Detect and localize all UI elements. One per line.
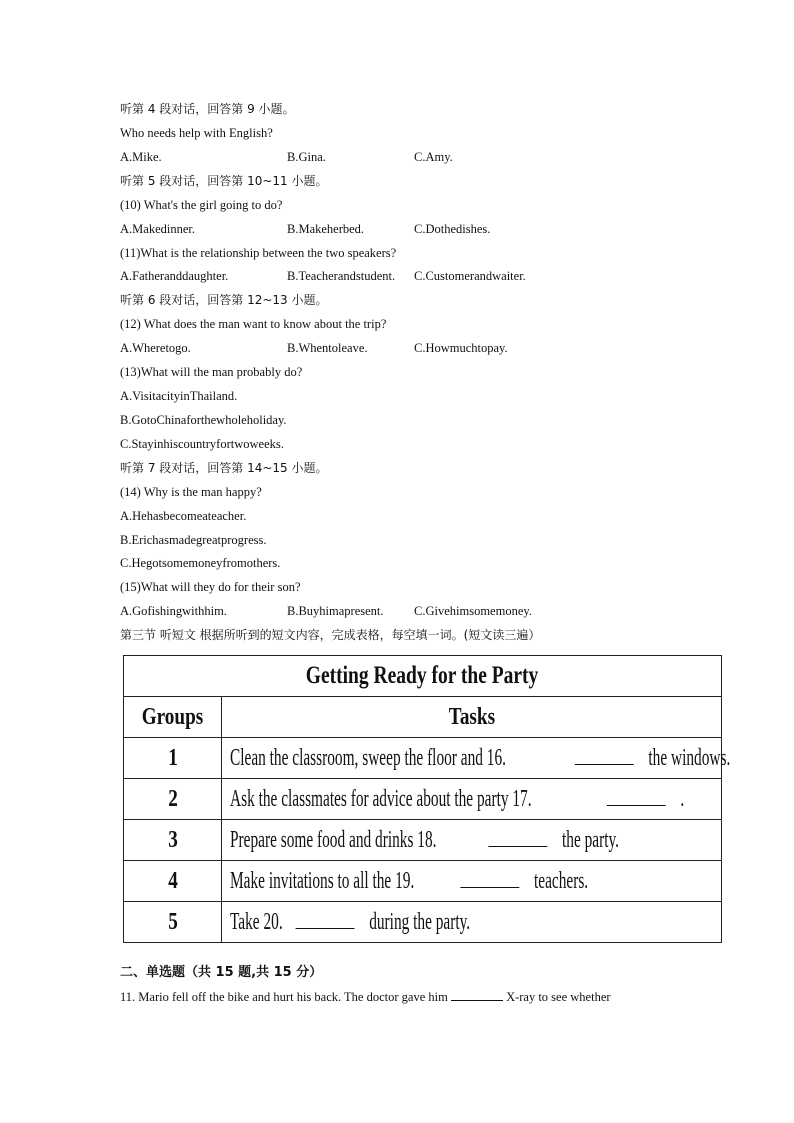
group-number: 1: [167, 744, 178, 771]
column-header-tasks: Tasks: [448, 703, 495, 730]
question-13: (13)What will the man probably do?: [120, 365, 303, 379]
answer-blank-18[interactable]: [488, 828, 547, 847]
q15-option-a: A.Gofishingwithhim.: [120, 604, 227, 618]
q13-option-c: C.Stayinhiscountryfortwoweeks.: [120, 437, 284, 451]
answer-blank-17[interactable]: [607, 787, 666, 806]
task-text-end: the party.: [561, 826, 619, 853]
section-3-intro: 第三节 听短文 根据所听到的短文内容，完成表格，每空填一词。(短文读三遍）: [120, 628, 541, 642]
table-row: [124, 779, 722, 820]
task-text: Take 20.: [230, 908, 283, 935]
q14-option-a: A.Hehasbecomeateacher.: [120, 509, 247, 523]
q11-option-a: A.Fatheranddaughter.: [120, 269, 229, 283]
dialogue-7-intro: 听第 7 段对话，回答第 14~15 小题。: [120, 461, 328, 475]
q11-option-c: C.Customerandwaiter.: [414, 269, 526, 283]
q11-option-b: B.Teacherandstudent.: [287, 269, 396, 283]
q12-option-a: A.Wheretogo.: [120, 341, 191, 355]
table-header-row: [124, 697, 722, 738]
q9-option-a: A.Mike.: [120, 150, 162, 164]
task-text: Ask the classmates for advice about the party 17.: [230, 785, 532, 812]
question-14: (14) Why is the man happy?: [120, 485, 262, 499]
mcq-11-text-end: X-ray to see whether: [506, 990, 611, 1004]
question-15: (15)What will they do for their son?: [120, 580, 301, 594]
mcq-11: [120, 988, 611, 1005]
q9-option-b: B.Gina.: [287, 150, 326, 164]
q12-option-c: C.Howmuchtopay.: [414, 341, 508, 355]
mcq-11-text: 11. Mario fell off the bike and hurt his back. The doctor gave him: [120, 990, 448, 1004]
question-10: (10) What's the girl going to do?: [120, 198, 283, 212]
party-task-table: [123, 655, 731, 943]
section-2-heading: 二、单选题（共 15 题,共 15 分）: [120, 965, 323, 980]
dialogue-4-intro: 听第 4 段对话，回答第 9 小题。: [120, 102, 295, 116]
q10-option-a: A.Makedinner.: [120, 222, 195, 236]
q13-option-a: A.VisitacityinThailand.: [120, 389, 238, 403]
task-text: Prepare some food and drinks 18.: [230, 826, 437, 853]
question-9: Who needs help with English?: [120, 126, 273, 140]
q15-option-b: B.Buyhimapresent.: [287, 604, 384, 618]
group-number: 2: [167, 785, 178, 812]
answer-blank-16[interactable]: [575, 746, 634, 765]
q14-option-c: C.Hegotsomemoneyfromothers.: [120, 556, 281, 570]
table-row: [124, 820, 722, 861]
answer-blank-20[interactable]: [296, 910, 355, 929]
table-row: [124, 738, 722, 779]
task-text-end: .: [680, 785, 685, 812]
q10-option-b: B.Makeherbed.: [287, 222, 365, 236]
answer-blank-19[interactable]: [460, 869, 519, 888]
table-title-row: [124, 656, 722, 697]
table-row: [124, 861, 722, 902]
q13-option-b: B.GotoChinaforthewholeholiday.: [120, 413, 287, 427]
dialogue-5-intro: 听第 5 段对话，回答第 10~11 小题。: [120, 174, 328, 188]
table-row: [124, 902, 722, 943]
question-12: (12) What does the man want to know about the trip?: [120, 317, 387, 331]
column-header-groups: Groups: [141, 703, 204, 730]
task-text: Make invitations to all the 19.: [230, 867, 415, 894]
q15-option-c: C.Givehimsomemoney.: [414, 604, 532, 618]
question-11: (11)What is the relationship between the two speakers?: [120, 246, 397, 260]
group-number: 4: [167, 867, 178, 894]
q14-option-b: B.Erichasmadegreatprogress.: [120, 533, 267, 547]
group-number: 3: [167, 826, 178, 853]
q9-option-c: C.Amy.: [414, 150, 453, 164]
q12-option-b: B.Whentoleave.: [287, 341, 368, 355]
task-text-end: teachers.: [533, 867, 589, 894]
task-text: Clean the classroom, sweep the floor and 16.: [230, 744, 506, 771]
q10-option-c: C.Dothedishes.: [414, 222, 491, 236]
dialogue-6-intro: 听第 6 段对话，回答第 12~13 小题。: [120, 293, 328, 307]
task-text-end: during the party.: [369, 908, 471, 935]
mcq-11-blank[interactable]: [451, 988, 503, 1001]
group-number: 5: [167, 908, 178, 935]
table-title: Getting Ready for the Party: [306, 662, 539, 689]
task-text-end: the windows.: [648, 744, 731, 771]
